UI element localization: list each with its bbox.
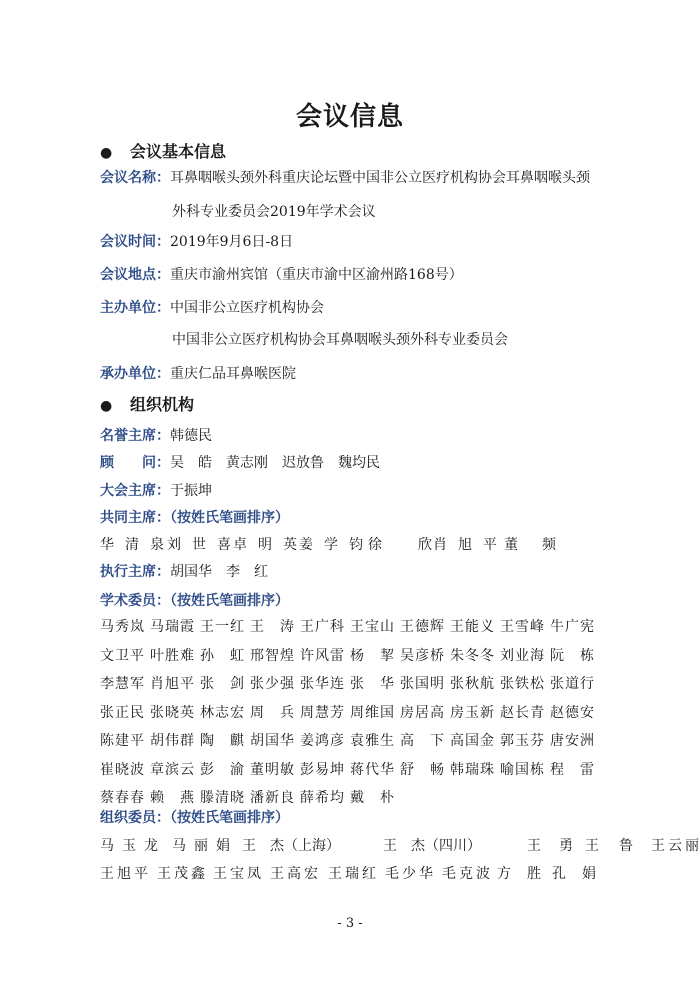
name-item: 张正民 xyxy=(100,704,144,721)
name-item: 彭渝 xyxy=(200,761,244,778)
president-value: 于振坤 xyxy=(170,483,212,499)
name-item: 董明敏 xyxy=(250,761,294,778)
name-item: 张华连 xyxy=(300,676,344,692)
name-item: 林志宏 xyxy=(200,704,244,721)
section-heading: 组织机构 xyxy=(130,395,195,414)
advisor-row xyxy=(100,451,620,475)
name-item: 毛克波 xyxy=(442,866,490,882)
name-item: 许风雷 xyxy=(300,647,344,664)
meeting-name-row xyxy=(100,166,620,190)
name-item: 周慧芳 xyxy=(300,704,344,721)
meeting-name-value: 耳鼻咽喉头颈外科重庆论坛暨中国非公立医疗机构协会耳鼻咽喉头颈 xyxy=(170,170,590,186)
name-item: 王茂鑫 xyxy=(157,866,205,882)
name-item: 李慧军 xyxy=(100,676,144,692)
bullet-icon: ● xyxy=(100,145,113,161)
organizing-committee-label: 组织委员：（按姓氏笔画排序） xyxy=(100,810,289,826)
name-item: 王勇 xyxy=(527,838,573,854)
meeting-place-row xyxy=(100,263,620,287)
name-item: 王雪峰 xyxy=(500,619,544,635)
page-title: 会议信息 xyxy=(295,102,404,132)
name-item: 卓明英 xyxy=(233,537,297,553)
section-organization xyxy=(100,393,194,417)
name-item: 王广科 xyxy=(300,619,344,635)
name-item: 蔡春春 xyxy=(100,790,144,806)
name-item: 华清泉 xyxy=(100,537,164,553)
name-item: 董频 xyxy=(504,537,556,553)
name-item: 孔娟 xyxy=(552,866,596,882)
name-item: 孙虹 xyxy=(200,647,244,664)
name-item: 崔晓波 xyxy=(100,761,144,778)
name-item: 刘世喜 xyxy=(167,537,231,553)
name-item: 张华 xyxy=(350,676,394,692)
name-item: 姜鸿彦 xyxy=(300,733,344,749)
name-item: 舒畅 xyxy=(400,761,444,778)
organizing-committee-heading xyxy=(100,806,620,830)
name-item: 章滨云 xyxy=(150,761,194,778)
meeting-name-label: 会议名称： xyxy=(100,170,170,186)
name-item: 马瑞霞 xyxy=(150,619,194,635)
meeting-name-continued: 外科专业委员会2019年学术会议 xyxy=(172,204,376,220)
name-item: 张剑 xyxy=(200,676,244,692)
name-item: 方胜 xyxy=(497,866,541,882)
name-item: 张国明 xyxy=(400,676,444,692)
advisor-value: 吴 皓 黄志刚 迟放鲁 魏均民 xyxy=(170,455,380,471)
host-label: 主办单位： xyxy=(100,300,170,316)
name-item: 王一红 xyxy=(200,619,244,635)
name-item: 马丽娟 xyxy=(172,838,230,854)
name-item: 王德辉 xyxy=(400,619,444,635)
name-item: 张晓英 xyxy=(150,704,194,721)
name-item: 刘业海 xyxy=(500,647,544,664)
name-item: 阮栋 xyxy=(550,647,594,664)
joint-chair-label: 共同主席：（按姓氏笔画排序） xyxy=(100,510,289,526)
executive-chair-label: 执行主席： xyxy=(100,564,170,580)
name-item: 马秀岚 xyxy=(100,619,144,635)
name-item: 邢智煌 xyxy=(250,647,294,664)
meeting-place-value: 重庆市渝州宾馆（重庆市渝中区渝州路168号） xyxy=(170,267,463,283)
name-item: 高国金 xyxy=(450,733,494,749)
name-item: 赵长青 xyxy=(500,704,544,721)
name-item: 张少强 xyxy=(250,676,294,692)
name-item: 牛广宪 xyxy=(550,619,594,635)
name-item: 肖旭平 xyxy=(150,676,194,692)
name-item: 叶胜难 xyxy=(150,647,194,664)
name-item: 吴彦桥 xyxy=(400,647,444,664)
organizer-row xyxy=(100,362,620,386)
name-item: 陶麒 xyxy=(200,733,244,749)
name-item: 喻国栋 xyxy=(500,761,544,778)
name-item: 徐欣 xyxy=(368,537,432,553)
name-item: 姜学钧 xyxy=(299,537,363,553)
name-item: 王能义 xyxy=(450,619,494,635)
name-item: 王高宏 xyxy=(270,866,318,882)
name-item: 高下 xyxy=(400,733,444,749)
name-item: 程雷 xyxy=(550,761,594,778)
name-item: 彭易坤 xyxy=(300,761,344,778)
name-item: 朱冬冬 xyxy=(450,647,494,664)
executive-chair-row xyxy=(100,560,620,584)
academic-committee-heading xyxy=(100,589,620,613)
organizer-label: 承办单位： xyxy=(100,366,170,382)
section-basic-info xyxy=(100,140,226,164)
name-item: 胡国华 xyxy=(250,733,294,749)
academic-committee-label: 学术委员：（按姓氏笔画排序） xyxy=(100,593,289,609)
name-item: 肖旭平 xyxy=(433,537,497,553)
name-item: 王宝凤 xyxy=(213,866,261,882)
name-item: 张铁松 xyxy=(500,676,544,692)
name-item: 王涛 xyxy=(250,619,294,635)
honorary-chair-row xyxy=(100,424,620,448)
name-item: 薛希均 xyxy=(300,790,344,806)
organizer-value: 重庆仁品耳鼻喉医院 xyxy=(170,366,296,382)
name-item: 王旭平 xyxy=(100,866,148,882)
name-item: 滕清晓 xyxy=(200,790,244,806)
name-item: 潘新良 xyxy=(250,790,294,806)
meeting-time-value: 2019年9月6日-8日 xyxy=(170,234,294,250)
meeting-time-row xyxy=(100,230,620,254)
name-item: 房玉新 xyxy=(450,704,494,721)
name-item: 张秋航 xyxy=(450,676,494,692)
name-item: 周维国 xyxy=(350,704,394,721)
name-item: 韩瑞珠 xyxy=(450,761,494,778)
name-item: 袁雅生 xyxy=(350,733,394,749)
host-row xyxy=(100,296,620,320)
page-number: - 3 - xyxy=(337,916,363,931)
name-item: 赵德安 xyxy=(550,704,594,721)
name-item: 周兵 xyxy=(250,704,294,721)
meeting-time-label: 会议时间： xyxy=(100,234,170,250)
name-item: 王 杰（上海） xyxy=(242,838,340,854)
president-row xyxy=(100,479,620,503)
host-value-2: 中国非公立医疗机构协会耳鼻咽喉头颈外科专业委员会 xyxy=(172,332,508,348)
name-item: 王宝山 xyxy=(350,619,394,635)
name-item: 唐安洲 xyxy=(550,733,594,749)
name-item: 蒋代华 xyxy=(350,761,394,778)
name-item: 赖燕 xyxy=(150,790,194,806)
honorary-chair-value: 韩德民 xyxy=(170,428,212,444)
name-item: 毛少华 xyxy=(385,866,433,882)
advisor-label: 顾 问： xyxy=(100,455,170,471)
name-item: 马玉龙 xyxy=(100,838,158,854)
name-item: 杨挈 xyxy=(350,647,394,664)
name-item: 王瑞红 xyxy=(328,866,376,882)
bullet-icon: ● xyxy=(100,398,113,414)
name-item: 王 杰（四川） xyxy=(383,838,481,854)
name-item: 胡伟群 xyxy=(150,733,194,749)
name-item: 文卫平 xyxy=(100,647,144,664)
name-item: 张道行 xyxy=(550,676,594,692)
name-item: 戴朴 xyxy=(350,790,394,806)
host-value: 中国非公立医疗机构协会 xyxy=(170,300,324,316)
name-item: 郭玉芬 xyxy=(500,733,544,749)
honorary-chair-label: 名誉主席： xyxy=(100,428,170,444)
executive-chair-value: 胡国华 李 红 xyxy=(170,564,268,580)
name-item: 陈建平 xyxy=(100,733,144,749)
joint-chair-heading xyxy=(100,506,620,530)
section-heading: 会议基本信息 xyxy=(130,142,227,161)
meeting-place-label: 会议地点： xyxy=(100,267,170,283)
name-item: 王云丽 xyxy=(651,838,699,854)
name-item: 王鲁 xyxy=(585,838,633,854)
president-label: 大会主席： xyxy=(100,483,170,499)
name-item: 房居高 xyxy=(400,704,444,721)
